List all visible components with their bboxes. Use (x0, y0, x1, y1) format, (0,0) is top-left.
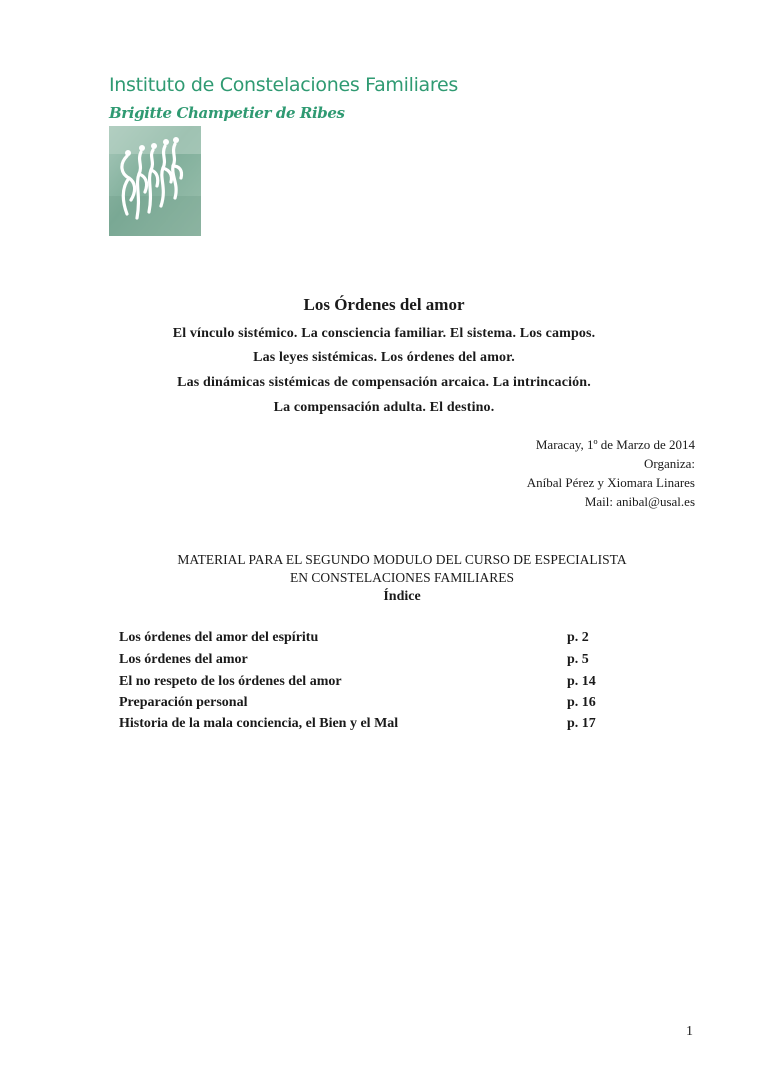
dancing-figures-logo-icon (109, 126, 201, 236)
founder-name: Brigitte Champetier de Ribes (109, 104, 345, 122)
material-heading-line: MATERIAL PARA EL SEGUNDO MODULO DEL CURSO DE ESPECIALISTA (177, 552, 627, 567)
institute-name: Instituto de Constelaciones Familiares (109, 74, 458, 96)
toc-entry-title: Los órdenes del amor (119, 652, 248, 667)
toc-entry (119, 674, 619, 694)
subtitle-line: El vínculo sistémico. La consciencia familiar. El sistema. Los campos. (172, 326, 596, 341)
subtitle-line: La compensación adulta. El destino. (273, 400, 495, 415)
toc-entry-title: Historia de la mala conciencia, el Bien y el Mal (119, 716, 399, 731)
toc-entry (119, 695, 619, 715)
document-title: Los Órdenes del amor (303, 295, 465, 314)
toc-entry (119, 716, 619, 736)
toc-entry-page: p. 17 (567, 716, 596, 731)
logo (109, 126, 201, 236)
toc-entry-page: p. 2 (567, 630, 589, 645)
toc-entry-title: El no respeto de los órdenes del amor (119, 674, 342, 689)
toc-entry-page: p. 14 (567, 674, 596, 689)
toc-entry-page: p. 16 (567, 695, 596, 710)
organizers: Aníbal Pérez y Xiomara Linares (526, 475, 695, 490)
contact-mail: Mail: anibal@usal.es (584, 494, 695, 509)
index-heading: Índice (383, 589, 421, 604)
place-date: Maracay, 1º de Marzo de 2014 (535, 437, 695, 452)
material-heading-line: EN CONSTELACIONES FAMILIARES (289, 570, 514, 585)
toc-entry (119, 652, 619, 672)
organizer-label: Organiza: (643, 456, 695, 471)
toc-entry-page: p. 5 (567, 652, 589, 667)
toc-entry-title: Los órdenes del amor del espíritu (119, 630, 319, 645)
page-number: 1 (686, 1024, 693, 1039)
subtitle-line: Las leyes sistémicas. Los órdenes del amor. (253, 350, 515, 365)
toc-entry (119, 630, 619, 650)
subtitle-line: Las dinámicas sistémicas de compensación arcaica. La intrincación. (177, 375, 591, 390)
toc-entry-title: Preparación personal (119, 695, 248, 710)
